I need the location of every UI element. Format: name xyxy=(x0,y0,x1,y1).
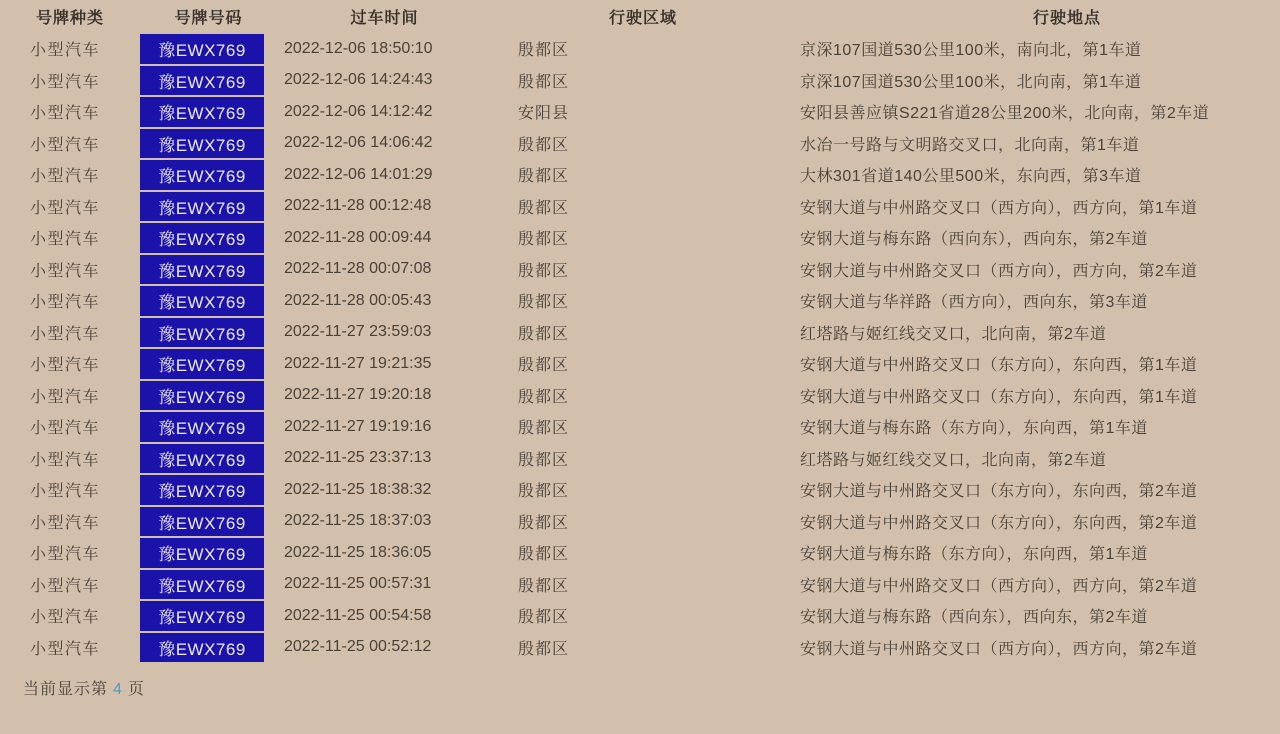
plate-type-cell: 小型汽车 xyxy=(30,231,101,249)
table-row xyxy=(0,96,1280,128)
plate-type-cell: 小型汽车 xyxy=(30,325,101,343)
plate-type-cell: 小型汽车 xyxy=(30,640,101,658)
region-cell: 殷都区 xyxy=(518,262,570,280)
plate-number-badge[interactable]: 豫EWX769 xyxy=(140,570,264,600)
pass-time-cell: 2022-11-27 19:19:16 xyxy=(284,417,432,435)
location-cell: 安钢大道与梅东路（东方向），东向西，第1车道 xyxy=(800,420,1148,438)
pass-time-cell: 2022-11-25 23:37:13 xyxy=(284,449,432,467)
table-row xyxy=(0,443,1280,475)
plate-type-cell: 小型汽车 xyxy=(30,388,101,406)
table-row xyxy=(0,380,1280,412)
region-cell: 殷都区 xyxy=(518,168,570,186)
plate-number-cell xyxy=(140,255,277,285)
table-row xyxy=(0,191,1280,223)
plate-number-cell xyxy=(140,444,277,474)
plate-type-cell: 小型汽车 xyxy=(30,73,101,91)
plate-number-badge[interactable]: 豫EWX769 xyxy=(140,160,264,190)
plate-type-cell: 小型汽车 xyxy=(30,577,101,595)
table-row xyxy=(0,128,1280,160)
pass-time-cell: 2022-12-06 14:06:42 xyxy=(284,134,433,152)
plate-number-cell xyxy=(140,34,277,64)
location-cell: 安钢大道与华祥路（西方向），西向东，第3车道 xyxy=(800,294,1148,312)
plate-number-cell xyxy=(140,538,277,568)
region-cell: 殷都区 xyxy=(518,294,570,312)
location-cell: 水冶一号路与文明路交叉口，北向南，第1车道 xyxy=(800,136,1140,154)
table-row xyxy=(0,348,1280,380)
pagination-status-prefix: 当前显示第 xyxy=(23,681,109,698)
location-cell: 安钢大道与中州路交叉口（东方向），东向西，第2车道 xyxy=(800,483,1198,501)
location-cell: 京深107国道530公里100米，南向北，第1车道 xyxy=(800,42,1142,60)
plate-number-cell xyxy=(140,349,277,379)
location-cell: 安钢大道与梅东路（西向东），西向东，第2车道 xyxy=(800,231,1148,249)
table-row xyxy=(0,474,1280,506)
pass-time-cell: 2022-11-28 00:07:08 xyxy=(284,260,432,278)
plate-type-cell: 小型汽车 xyxy=(30,199,101,217)
table-row xyxy=(0,569,1280,601)
plate-number-badge[interactable]: 豫EWX769 xyxy=(140,633,264,663)
region-cell: 殷都区 xyxy=(518,357,570,375)
region-cell: 殷都区 xyxy=(518,136,570,154)
current-page-number: 4 xyxy=(113,681,123,698)
plate-number-cell xyxy=(140,97,277,127)
plate-type-cell: 小型汽车 xyxy=(30,609,101,627)
region-cell: 殷都区 xyxy=(518,577,570,595)
plate-type-cell: 小型汽车 xyxy=(30,546,101,564)
pass-time-cell: 2022-11-25 00:54:58 xyxy=(284,606,432,624)
plate-type-cell: 小型汽车 xyxy=(30,357,101,375)
location-cell: 京深107国道530公里100米，北向南，第1车道 xyxy=(800,73,1142,91)
plate-number-badge[interactable]: 豫EWX769 xyxy=(140,223,264,253)
plate-number-badge[interactable]: 豫EWX769 xyxy=(140,192,264,222)
region-cell: 殷都区 xyxy=(518,514,570,532)
pass-time-cell: 2022-12-06 18:50:10 xyxy=(284,39,433,57)
table-row xyxy=(0,632,1280,664)
plate-type-cell: 小型汽车 xyxy=(30,262,101,280)
column-header-plate-type: 号牌种类 xyxy=(35,10,104,27)
plate-type-cell: 小型汽车 xyxy=(30,168,101,186)
plate-number-cell xyxy=(140,66,277,96)
pass-time-cell: 2022-11-25 00:57:31 xyxy=(284,575,432,593)
location-cell: 安钢大道与中州路交叉口（西方向），西方向，第2车道 xyxy=(800,262,1198,280)
table-header-row xyxy=(0,0,1280,33)
plate-number-badge[interactable]: 豫EWX769 xyxy=(140,444,264,474)
region-cell: 殷都区 xyxy=(518,42,570,60)
region-cell: 殷都区 xyxy=(518,325,570,343)
plate-number-badge[interactable]: 豫EWX769 xyxy=(140,286,264,316)
pass-time-cell: 2022-11-27 23:59:03 xyxy=(284,323,432,341)
plate-number-cell xyxy=(140,601,277,631)
plate-type-cell: 小型汽车 xyxy=(30,483,101,501)
region-cell: 殷都区 xyxy=(518,451,570,469)
table-row xyxy=(0,285,1280,317)
plate-type-cell: 小型汽车 xyxy=(30,136,101,154)
plate-number-cell xyxy=(140,475,277,505)
location-cell: 安钢大道与中州路交叉口（东方向），东向西，第1车道 xyxy=(800,388,1198,406)
location-cell: 安钢大道与梅东路（东方向），东向西，第1车道 xyxy=(800,546,1148,564)
plate-number-cell xyxy=(140,318,277,348)
plate-number-cell xyxy=(140,223,277,253)
pass-time-cell: 2022-12-06 14:24:43 xyxy=(284,71,433,89)
plate-number-badge[interactable]: 豫EWX769 xyxy=(140,381,264,411)
location-cell: 安钢大道与中州路交叉口（东方向），东向西，第2车道 xyxy=(800,514,1198,532)
plate-number-cell xyxy=(140,381,277,411)
plate-number-badge[interactable]: 豫EWX769 xyxy=(140,349,264,379)
table-row xyxy=(0,222,1280,254)
table-row xyxy=(0,411,1280,443)
column-header-driving-location: 行驶地点 xyxy=(1032,10,1101,27)
plate-number-badge[interactable]: 豫EWX769 xyxy=(140,66,264,96)
plate-number-cell xyxy=(140,129,277,159)
region-cell: 殷都区 xyxy=(518,609,570,627)
pagination-status-suffix: 页 xyxy=(127,681,145,698)
region-cell: 殷都区 xyxy=(518,199,570,217)
table-row xyxy=(0,254,1280,286)
pass-time-cell: 2022-11-25 00:52:12 xyxy=(284,638,432,656)
table-row xyxy=(0,65,1280,97)
plate-number-badge[interactable]: 豫EWX769 xyxy=(140,129,264,159)
pass-time-cell: 2022-11-28 00:09:44 xyxy=(284,228,432,246)
location-cell: 安钢大道与中州路交叉口（西方向），西方向，第2车道 xyxy=(800,640,1198,658)
pass-time-cell: 2022-11-25 18:36:05 xyxy=(284,543,432,561)
pass-time-cell: 2022-11-25 18:37:03 xyxy=(284,512,432,530)
table-row xyxy=(0,159,1280,191)
plate-number-badge[interactable]: 豫EWX769 xyxy=(140,318,264,348)
region-cell: 殷都区 xyxy=(518,546,570,564)
table-row xyxy=(0,506,1280,538)
plate-number-badge[interactable]: 豫EWX769 xyxy=(140,97,264,127)
plate-number-cell xyxy=(140,286,277,316)
plate-type-cell: 小型汽车 xyxy=(30,451,101,469)
location-cell: 安钢大道与梅东路（西向东），西向东，第2车道 xyxy=(800,609,1148,627)
plate-type-cell: 小型汽车 xyxy=(30,42,101,60)
plate-number-cell xyxy=(140,160,277,190)
location-cell: 安阳县善应镇S221省道28公里200米，北向南，第2车道 xyxy=(800,105,1210,123)
plate-type-cell: 小型汽车 xyxy=(30,514,101,532)
location-cell: 红塔路与姬红线交叉口，北向南，第2车道 xyxy=(800,325,1107,343)
pass-time-cell: 2022-11-27 19:20:18 xyxy=(284,386,432,404)
records-table-body xyxy=(0,33,1280,663)
table-row xyxy=(0,600,1280,632)
location-cell: 安钢大道与中州路交叉口（东方向），东向西，第1车道 xyxy=(800,357,1198,375)
plate-type-cell: 小型汽车 xyxy=(30,294,101,312)
plate-type-cell: 小型汽车 xyxy=(30,105,101,123)
location-cell: 大林301省道140公里500米，东向西，第3车道 xyxy=(800,168,1142,186)
region-cell: 殷都区 xyxy=(518,388,570,406)
region-cell: 殷都区 xyxy=(518,231,570,249)
table-row xyxy=(0,317,1280,349)
region-cell: 殷都区 xyxy=(518,420,570,438)
pass-time-cell: 2022-12-06 14:01:29 xyxy=(284,165,433,183)
pass-time-cell: 2022-11-28 00:12:48 xyxy=(284,197,432,215)
column-header-plate-number: 号牌号码 xyxy=(174,10,243,27)
plate-number-cell xyxy=(140,412,277,442)
table-row xyxy=(0,537,1280,569)
pagination-status xyxy=(23,676,145,699)
location-cell: 安钢大道与中州路交叉口（西方向），西方向，第1车道 xyxy=(800,199,1198,217)
region-cell: 殷都区 xyxy=(518,73,570,91)
region-cell: 殷都区 xyxy=(518,483,570,501)
plate-number-badge[interactable]: 豫EWX769 xyxy=(140,507,264,537)
plate-number-badge[interactable]: 豫EWX769 xyxy=(140,601,264,631)
plate-number-cell xyxy=(140,192,277,222)
location-cell: 安钢大道与中州路交叉口（西方向），西方向，第2车道 xyxy=(800,577,1198,595)
location-cell: 红塔路与姬红线交叉口，北向南，第2车道 xyxy=(800,451,1107,469)
pass-time-cell: 2022-11-27 19:21:35 xyxy=(284,354,432,372)
column-header-driving-region: 行驶区域 xyxy=(608,10,677,27)
column-header-pass-time: 过车时间 xyxy=(350,10,419,27)
table-row xyxy=(0,33,1280,65)
plate-number-badge[interactable]: 豫EWX769 xyxy=(140,412,264,442)
plate-number-cell xyxy=(140,633,277,663)
plate-number-badge[interactable]: 豫EWX769 xyxy=(140,34,264,64)
region-cell: 殷都区 xyxy=(518,640,570,658)
pass-time-cell: 2022-12-06 14:12:42 xyxy=(284,102,433,120)
region-cell: 安阳县 xyxy=(518,105,570,123)
pass-time-cell: 2022-11-25 18:38:32 xyxy=(284,480,432,498)
plate-number-badge[interactable]: 豫EWX769 xyxy=(140,475,264,505)
plate-type-cell: 小型汽车 xyxy=(30,420,101,438)
pass-time-cell: 2022-11-28 00:05:43 xyxy=(284,291,432,309)
plate-number-cell xyxy=(140,507,277,537)
plate-number-badge[interactable]: 豫EWX769 xyxy=(140,255,264,285)
plate-number-cell xyxy=(140,570,277,600)
plate-number-badge[interactable]: 豫EWX769 xyxy=(140,538,264,568)
